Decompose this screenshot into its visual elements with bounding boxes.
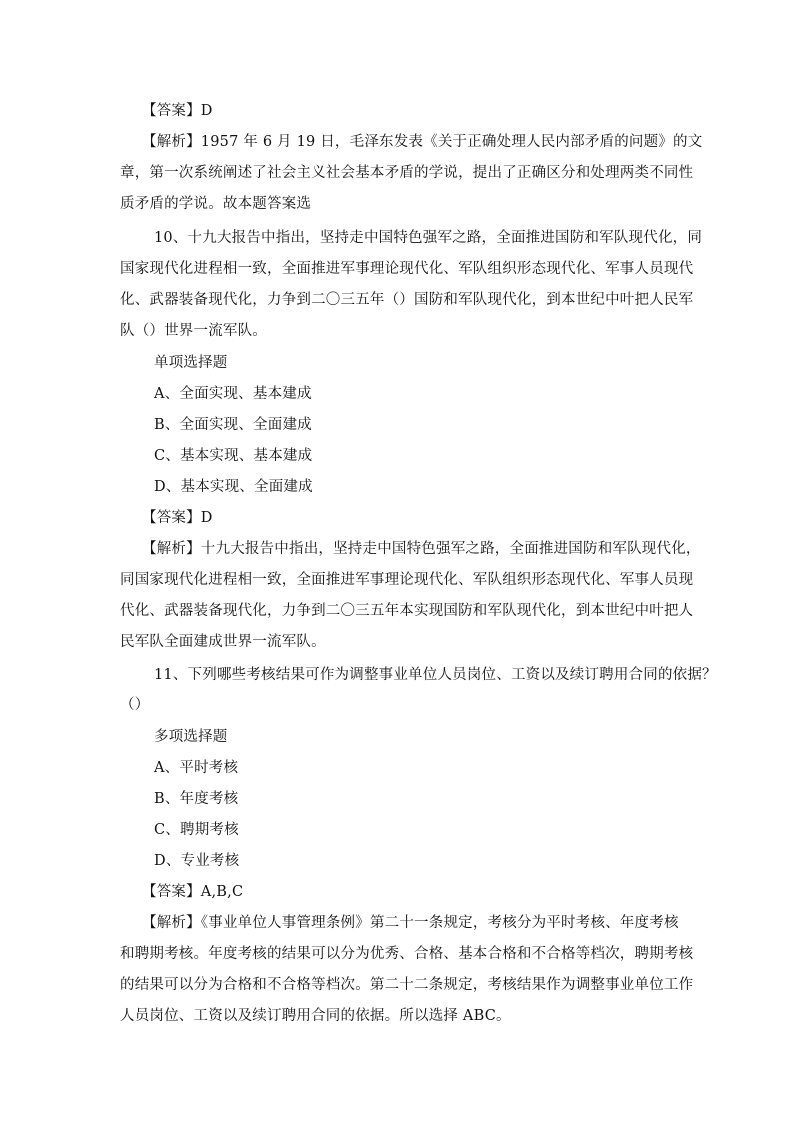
q10-stem-line-2: 国家现代化进程相一致，全面推进军事理论现代化、军队组织形态现代化、军事人员现代: [120, 261, 694, 277]
q10-analysis-line-3: 代化、武器装备现代化，力争到二〇三五年本实现国防和军队现代化，到本世纪中叶把人: [120, 603, 694, 619]
q10-option-d: D、基本实现、全面建成: [154, 479, 313, 495]
q10-answer: 【答案】D: [142, 510, 213, 526]
q11-analysis-line-3: 的结果可以分为合格和不合格等档次。第二十二条规定，考核结果作为调整事业单位工作: [120, 977, 694, 993]
q10-stem-line-4: 队（）世界一流军队。: [120, 323, 267, 339]
q9-analysis-line-2: 章，第一次系统阐述了社会主义社会基本矛盾的学说，提出了正确区分和处理两类不同性: [120, 165, 694, 181]
q10-analysis-line-4: 民军队全面建成世界一流军队。: [120, 634, 326, 650]
q11-option-d: D、专业考核: [154, 853, 240, 869]
q11-question-type: 多项选择题: [154, 729, 228, 745]
q11-option-b: B、年度考核: [154, 791, 239, 807]
q11-stem-line-1: 11、下列哪些考核结果可作为调整事业单位人员岗位、工资以及续订聘用合同的依据？: [154, 667, 717, 683]
q11-option-c: C、聘期考核: [154, 822, 239, 838]
q9-analysis-line-3: 质矛盾的学说。故本题答案选: [120, 196, 312, 212]
q10-option-b: B、全面实现、全面建成: [154, 417, 312, 433]
q11-option-a: A、平时考核: [154, 760, 239, 776]
q9-analysis-line-1: 【解析】1957 年 6 月 19 日，毛泽东发表《关于正确处理人民内部矛盾的问题》的文: [142, 134, 703, 150]
q10-option-a: A、全面实现、基本建成: [154, 386, 312, 402]
q10-analysis-line-2: 同国家现代化进程相一致，全面推进军事理论现代化、军队组织形态现代化、军事人员现: [120, 572, 694, 588]
q10-option-c: C、基本实现、基本建成: [154, 448, 313, 464]
q11-stem-line-2: （）: [120, 697, 150, 713]
q10-stem-line-3: 化、武器装备现代化，力争到二〇三五年（）国防和军队现代化，到本世纪中叶把人民军: [120, 292, 694, 308]
q11-analysis-line-2: 和聘期考核。年度考核的结果可以分为优秀、合格、基本合格和不合格等档次，聘期考核: [120, 946, 694, 962]
q11-answer: 【答案】A,B,C: [142, 884, 244, 900]
q9-answer: 【答案】D: [142, 103, 213, 119]
q10-question-type: 单项选择题: [154, 355, 228, 371]
q10-stem-line-1: 10、十九大报告中指出，坚持走中国特色强军之路，全面推进国防和军队现代化，同: [154, 230, 703, 246]
q11-analysis-line-1: 【解析】《事业单位人事管理条例》第二十一条规定，考核分为平时考核、年度考核: [142, 915, 679, 931]
q10-analysis-line-1: 【解析】十九大报告中指出，坚持走中国特色强军之路，全面推进国防和军队现代化，: [142, 541, 701, 557]
q11-analysis-line-4: 人员岗位、工资以及续订聘用合同的依据。所以选择 ABC。: [120, 1008, 511, 1024]
